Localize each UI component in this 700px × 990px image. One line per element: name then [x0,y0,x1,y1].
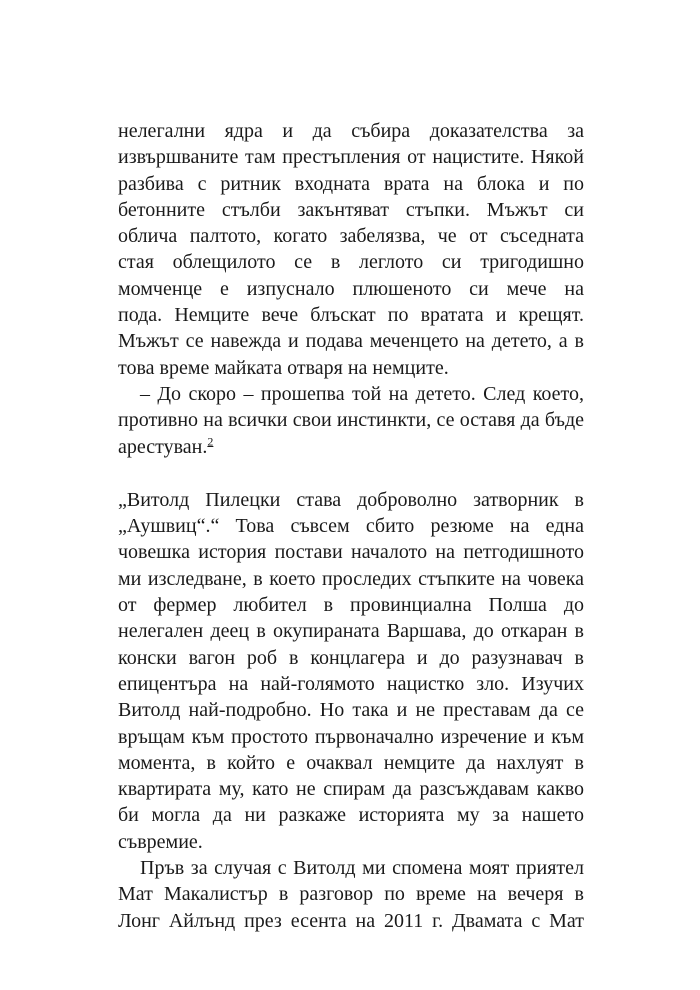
paragraph-4 [118,855,584,934]
text-line: бетонните стълби закънтяват стъпки. Мъжът си [118,198,584,221]
text-line: – До скоро – прошепва той на детето. След което, [140,382,584,405]
text-line: стая облещилото се в леглото си тригодишно [118,251,584,274]
text-line: това време майката отваря на немците. [118,356,449,379]
text-line-with-footnote [118,434,584,460]
text-line: съвремие. [118,830,203,853]
text-line: ми изследване, в което проследих стъпките на човека [118,567,584,590]
text-line: връщам към простото първоначално изречение и към [118,725,584,748]
body-text [118,118,584,934]
text-line: човешка история постави началото на петгодишното [118,541,584,564]
text-line: епицентъра на най-голямото нацистко зло. Изучих [118,672,584,695]
text-line: нелегални ядра и да събира доказателства за [118,120,584,142]
text-line: пода. Немците вече блъскат по вратата и крещят. [118,304,584,327]
paragraph-gap [118,460,584,487]
text-line: би могла да ни разкаже историята му за нашето [118,804,584,827]
text-line: облича палтото, когато забелязва, че от съседната [118,225,584,248]
text-line: Мъжът се навежда и подава меченцето на детето, а в [118,330,584,353]
footnote-link[interactable]: 2 [207,433,214,448]
paragraph-1 [118,118,584,381]
text-line: извършваните там престъпления от нацистите. Някой [118,146,584,169]
text-line: Мат Макалистър в разговор по време на вечеря в [118,883,584,906]
text-line: „Аушвиц“.“ Това съвсем сбито резюме на една [118,515,584,538]
paragraph-2 [118,381,584,460]
text-line: разбива с ритник входната врата на блока и по [118,172,584,195]
text-line: квартирата му, като не спирам да разсъждавам какво [118,778,584,801]
text-line: противно на всички свои инстинкти, се оставя да бъде [118,409,584,432]
paragraph-3 [118,487,584,855]
text-line: нелегален деец в окупираната Варшава, до откаран в [118,620,584,643]
text-line: арестуван. [118,435,208,458]
text-line: момченце е изпуснало плюшеното си мече на [118,277,584,300]
text-line: Пръв за случая с Витолд ми спомена моят приятел [140,857,584,880]
text-line: Витолд най-подробно. Но така и не преставам да се [118,699,584,722]
text-line: момента, в който е очаквал немците да нахлуят в [118,751,584,774]
text-line: конски вагон роб в концлагера и до разузнавач в [118,646,584,669]
text-line: Лонг Айлънд през есента на 2011 г. Двамата с Мат [118,909,584,932]
text-line: от фермер любител в провинциална Полша до [118,594,584,617]
text-line: „Витолд Пилецки става доброволно затворник в [118,488,584,511]
